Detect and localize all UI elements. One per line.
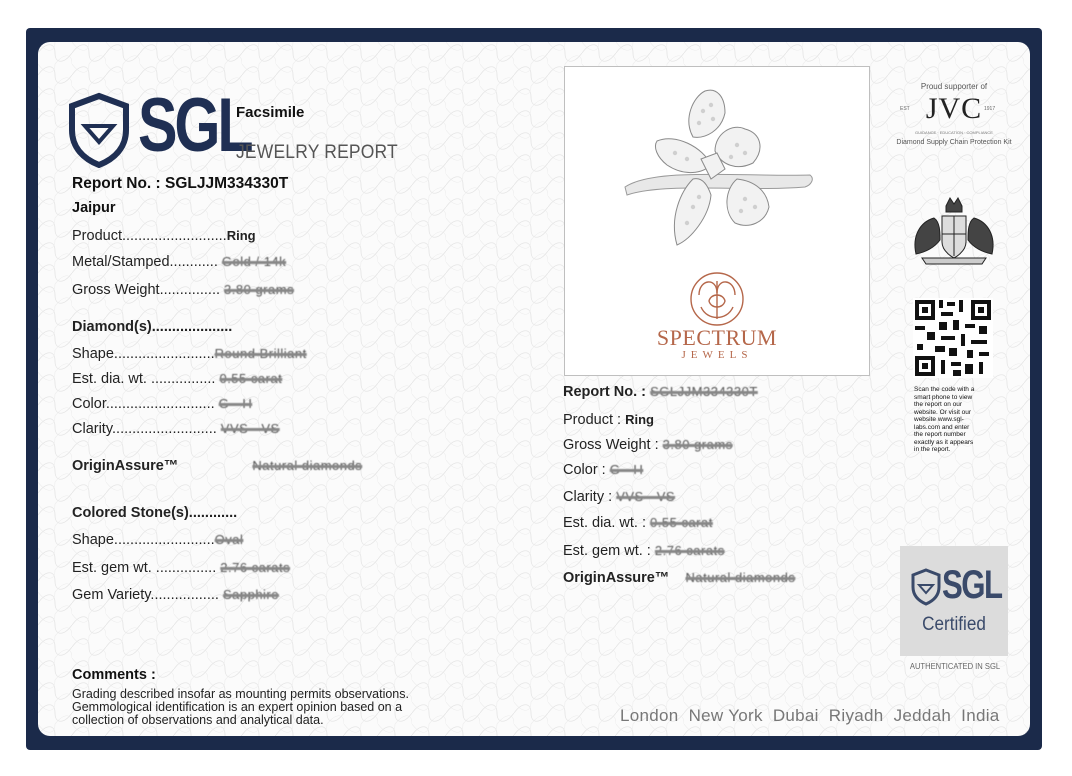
jvc-logo: JVC [925, 92, 983, 125]
gross-weight-row: Gross Weight............... 3.80 grams [72, 282, 295, 298]
report-city: Jaipur [72, 200, 116, 216]
spectrum-emblem-icon [677, 267, 757, 331]
colored-stones-header: Colored Stone(s)............ [72, 505, 238, 521]
gem-weight-row: Est. gem wt. ............... 2.76 carats [72, 560, 291, 576]
right-gross-row: Gross Weight : 3.80 grams [563, 437, 733, 453]
jvc-proud: Proud supporter of [920, 82, 988, 91]
qr-instructions: Scan the code with a smart phone to view the report on our website. Or visit our website www.sgl- labs.com and enter the report number exactly as it appears in the report. [914, 386, 975, 453]
product-row: Product..........................Ring [72, 228, 256, 244]
right-gem-weight-row: Est. gem wt. : 2.76 carats [563, 543, 725, 559]
shape-row: Shape.........................Round Brilliant [72, 346, 307, 362]
jvc-year: 1917 [984, 106, 996, 112]
diamonds-header: Diamond(s).................... [72, 319, 233, 335]
sgl-shield-icon [66, 92, 132, 168]
qr-code-icon [913, 298, 993, 378]
certified-brand: SGL [942, 563, 1002, 607]
ring-image [565, 67, 869, 267]
origin-row: OriginAssure™ Natural diamonds [72, 458, 363, 474]
jvc-est: EST [900, 106, 910, 112]
right-clarity-row: Clarity : VVS - VS [563, 489, 676, 505]
metal-row: Metal/Stamped............ Gold / 14k [72, 254, 287, 270]
right-origin-row: OriginAssure™ Natural diamonds [563, 570, 796, 586]
spectrum-sub: JEWELS [681, 349, 753, 361]
report-title: JEWELRY REPORT [236, 142, 398, 163]
coat-of-arms-icon [904, 192, 1004, 268]
facsimile-label: Facsimile [236, 104, 305, 121]
est-dia-row: Est. dia. wt. ................ 0.55 carat [72, 371, 283, 387]
report-number: Report No. : SGLJJM334330T [72, 175, 289, 192]
comments-title: Comments : [72, 667, 156, 683]
right-est-dia-row: Est. dia. wt. : 0.55 carat [563, 515, 713, 531]
sgl-logo-text: SGL [138, 83, 251, 168]
certificate-card [38, 42, 1030, 736]
sgl-certified-badge [900, 546, 1008, 656]
right-product-row: Product : Ring [563, 412, 654, 428]
color-row: Color........................... G - H [72, 396, 253, 412]
right-report-row: Report No. : SGLJJM334330T [563, 384, 758, 400]
sgl-certified-shield-icon [910, 568, 942, 606]
comments-text: Grading described insofar as mounting permits observations. Gemmological identification is an expert opinion based on a collection of observations and analytical data. [72, 687, 409, 727]
clarity-row: Clarity.......................... VVS - VS [72, 421, 280, 437]
cities-footer: London New York Dubai Riyadh Jeddah India [620, 706, 1000, 725]
jvc-kit: Diamond Supply Chain Protection Kit [896, 139, 1012, 146]
jvc-pillars: GUIDANCE · EDUCATION · COMPLIANCE [915, 130, 993, 135]
gem-variety-row: Gem Variety................. Sapphire [72, 587, 279, 603]
certified-label: Certified [922, 614, 986, 635]
colored-shape-row: Shape.........................Oval [72, 532, 244, 548]
product-photo [564, 66, 870, 376]
right-color-row: Color : G - H [563, 462, 644, 478]
spectrum-name: SPECTRUM [656, 325, 778, 350]
authenticated-label: AUTHENTICATED IN SGL [909, 662, 1001, 671]
